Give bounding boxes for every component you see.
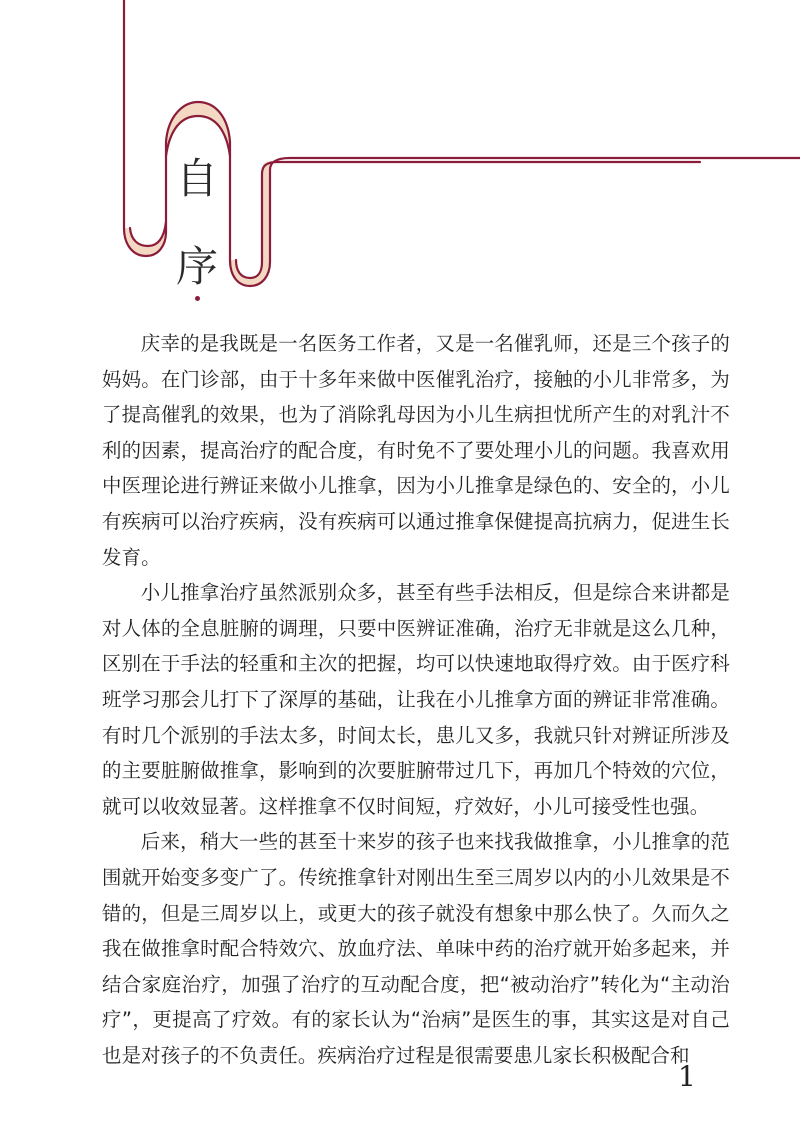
ribbon-line-inner-right	[236, 162, 700, 278]
paragraph-3: 后来，稍大一些的甚至十来岁的孩子也来找我做推拿，小儿推拿的范围就开始变多变广了。传统推拿针对刚出生至三周岁以内的小儿效果是不错的，但是三周岁以上，或更大的孩子就没有想象中那么快了。久而久之我在做推拿时配合特效穴、放血疗法、单味中药的治疗就开始多起来，并结合家庭治疗，加强了治疗的互动配合度，把“被动治疗”转化为“主动治疗”，更提高了疗效。有的家长认为“治病”是医生的事，其实这是对自己也是对孩子的不负责任。疾病治疗过程是很需要患儿家长积极配合和	[102, 830, 730, 1067]
title-char-xu: 序	[176, 242, 219, 291]
title-char-zi: 自	[176, 154, 219, 203]
ribbon-line-top-left	[124, 0, 800, 291]
paragraph-1: 庆幸的是我既是一名医务工作者，又是一名催乳师，还是三个孩子的妈妈。在门诊部，由于十多年来做中医催乳治疗，接触的小儿非常多，为了提高催乳的效果，也为了消除乳母因为小儿生病担忧所产生的对乳汁不利的因素，提高治疗的配合度，有时免不了要处理小儿的问题。我喜欢用中医理论进行辨证来做小儿推拿，因为小儿推拿是绿色的、安全的，小儿有疾病可以治疗疾病，没有疾病可以通过推拿保健提高抗病力，促进生长发育。	[102, 332, 730, 569]
page-number: 1	[678, 1060, 696, 1093]
preface-body	[102, 326, 730, 1073]
title-dot-icon	[195, 296, 200, 301]
paragraph-2: 小儿推拿治疗虽然派别众多，甚至有些手法相反，但是综合来讲都是对人体的全息脏腑的调理，只要中医辨证准确，治疗无非就是这么几种，区别在于手法的轻重和主次的把握，均可以快速地取得疗效。由于医疗科班学习那会儿打下了深厚的基础，让我在小儿推拿方面的辨证非常准确。有时几个派别的手法太多，时间太长，患儿又多，我就只针对辨证所涉及的主要脏腑做推拿，影响到的次要脏腑带过几下，再加几个特效的穴位，就可以收效显著。这样推拿不仅时间短，疗效好，小儿可接受性也强。	[102, 581, 730, 818]
title-ribbon-decoration	[0, 0, 800, 320]
